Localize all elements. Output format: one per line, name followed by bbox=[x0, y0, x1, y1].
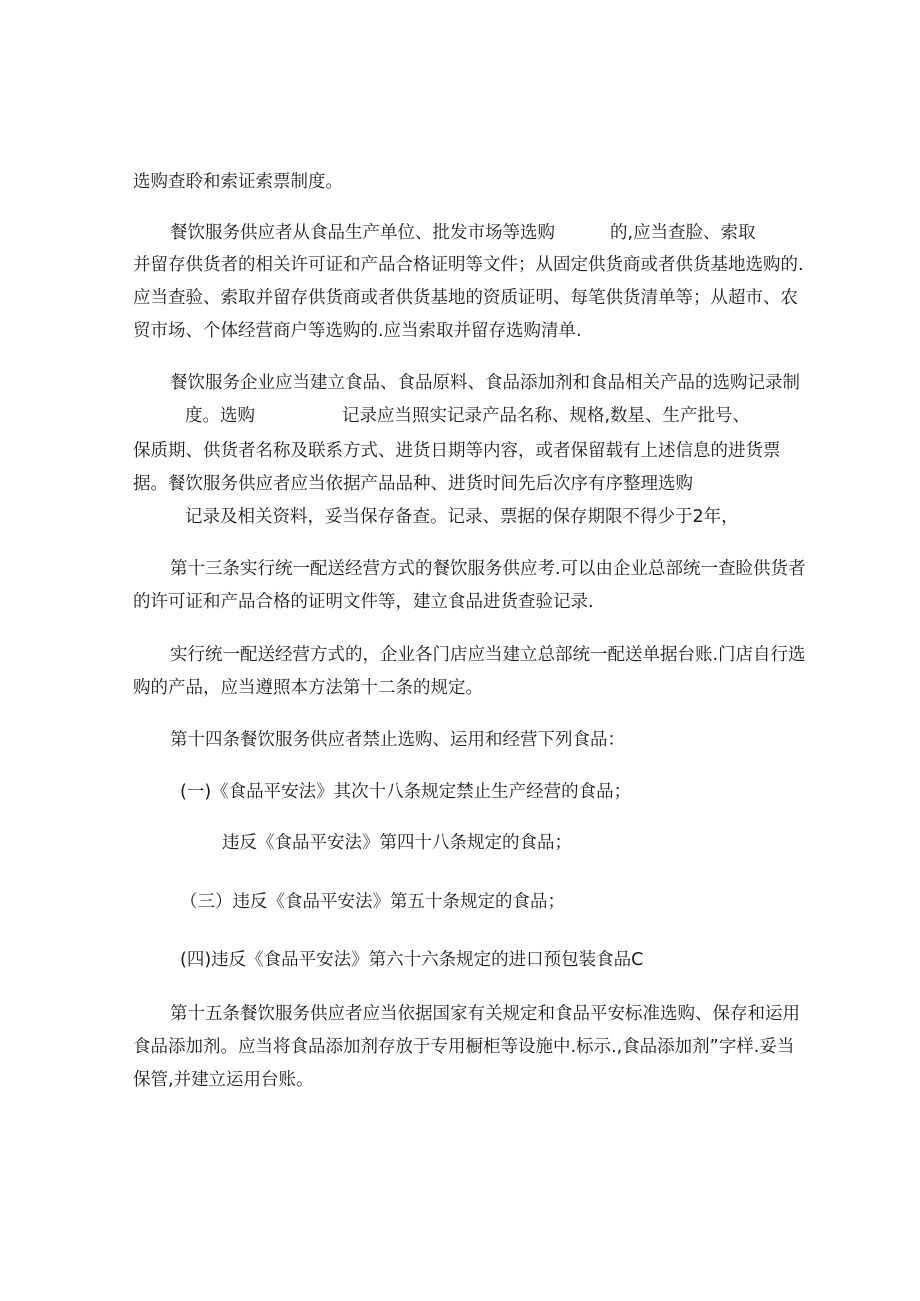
text-line: 第十三条实行统一配送经营方式的餐饮服务供应考.可以由企业总部统一查睑供货者 bbox=[170, 559, 806, 579]
text-line: 保质期、供货者名称及联系方式、进货日期等内容，或者保留载有上述信息的进货票 bbox=[133, 441, 781, 461]
text-line: 保管,并建立运用台账。 bbox=[133, 1070, 314, 1090]
text-line: (一)《食品平安法》其次十八条规定禁止生产经营的食品； bbox=[180, 782, 632, 802]
text-line: 应当查验、索取并留存供货商或者供货基地的资质证明、每笔供货清单等；从超市、农 bbox=[133, 288, 798, 308]
text-line: 实行统一配送经营方式的，企业各门店应当建立总部统一配送单据台账.门店自行选 bbox=[170, 645, 806, 665]
text-line: （三）违反《食品平安法》第五十条规定的食品； bbox=[180, 892, 565, 912]
text-line: 的许可证和产品合格的证明文件等，建立食品进货查验记录. bbox=[133, 592, 594, 612]
text-line: 餐饮服务企业应当建立食品、食品原料、食品添加剂和食品相关产品的选购记录制 bbox=[170, 373, 800, 393]
text-line: 据。餐饮服务供应者应当依据产品品种、进货时间先后次序有序整理选购 bbox=[133, 474, 693, 494]
text-line: 食品添加剂。应当将食品添加剂存放于专用橱柜等设施中.标示.,食品添加剂”字样.妥当 bbox=[133, 1037, 795, 1057]
text-line: 第十五条餐饮服务供应者应当依据国家有关规定和食品平安标准选购、保存和运用 bbox=[170, 1004, 800, 1024]
text-line: 贸市场、个体经营商户等选购的.应当索取并留存选购清单. bbox=[133, 321, 582, 341]
text-line: 第十四条餐饮服务供应者禁止选购、运用和经营下列食品： bbox=[170, 730, 625, 750]
text-line: 餐饮服务供应者从食品生产单位、批发市场等选购 bbox=[170, 223, 555, 243]
text-line: 记录应当照实记录产品名称、规格,数星、生产批号、 bbox=[342, 406, 751, 426]
text-line: 选购查聆和索证索票制度。 bbox=[133, 172, 343, 192]
text-line: 度。选购 bbox=[185, 406, 255, 426]
text-line: 并留存供货者的相关许可证和产品合格证明等文件；从固定供货商或者供货基地选购的. bbox=[133, 255, 804, 275]
text-line: 的,应当查脸、索取 bbox=[610, 223, 756, 243]
text-line: (四)违反《食品平安法》第六十六条规定的进口预包装食品C bbox=[180, 950, 644, 970]
text-line: 记录及相关资料，妥当保存备查。记录、票据的保存期限不得少于2年， bbox=[185, 507, 739, 527]
text-line: 购的产品，应当遵照本方法第十二条的规定。 bbox=[133, 678, 483, 698]
text-line: 违反《食品平安法》第四十八条规定的食品； bbox=[222, 833, 572, 853]
